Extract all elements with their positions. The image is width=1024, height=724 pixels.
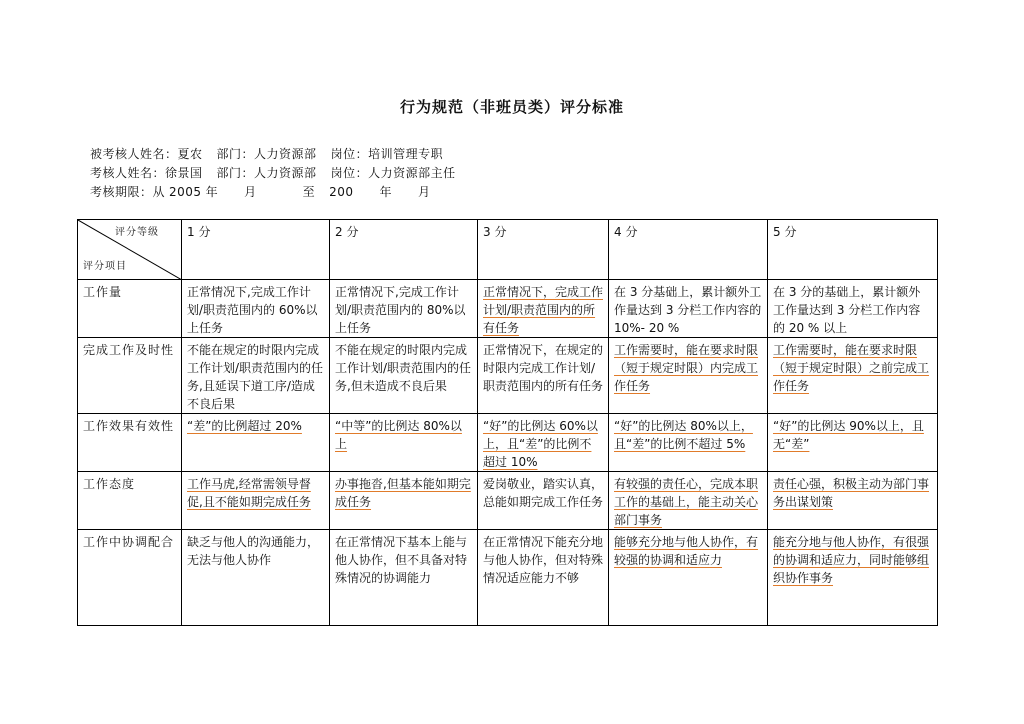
period-start-month: 月: [244, 185, 257, 199]
table-cell: [768, 472, 938, 530]
table-cell: 不能在规定的时限内完成工作计划/职责范围内的任务,且延误下道工序/造成不良后果: [182, 338, 330, 414]
row-label-effectiveness: 工作效果有效性: [78, 414, 182, 472]
table-cell: [478, 414, 609, 472]
corner-grade-label: 评分等级: [115, 227, 159, 238]
table-cell: 在 3 分基础上，累计额外工作量达到 3 分栏工作内容的 10%- 20 %: [609, 280, 768, 338]
period-start-year: 2005: [169, 185, 202, 199]
table-cell: 正常情况下,完成工作计划/职责范围内的 80%以上任务: [330, 280, 478, 338]
table-cell: [609, 338, 768, 414]
evaluator-dept: 人力资源部: [254, 166, 317, 180]
table-cell: [182, 414, 330, 472]
corner-item-label: 评分项目: [83, 261, 127, 272]
period-end-year: 200: [329, 185, 354, 199]
cell-text: 能够充分地与他人协作，有较强的协调和适应力: [614, 535, 759, 567]
table-cell: [330, 472, 478, 530]
evaluator-dept-label: 部门：: [216, 166, 255, 180]
cell-text: “好”的比例达 60%以上，且“差”的比例不超过 10%: [483, 419, 598, 469]
table-row: [78, 280, 938, 338]
evaluatee-post: 培训管理专职: [368, 147, 444, 161]
table-cell: [609, 414, 768, 472]
header-score-3: 3 分: [478, 220, 609, 280]
period-label: 考核期限：从: [90, 185, 166, 199]
table-cell: [768, 338, 938, 414]
table-cell: [609, 530, 768, 626]
cell-text: 责任心强，积极主动为部门事务出谋划策: [773, 477, 930, 509]
header-score-4: 4 分: [609, 220, 768, 280]
row-label-timeliness: 完成工作及时性: [78, 338, 182, 414]
cell-text: 办事拖沓,但基本能如期完成任务: [335, 477, 471, 509]
table-cell: [768, 530, 938, 626]
evaluator-post-label: 岗位：: [330, 166, 369, 180]
table-row: [78, 530, 938, 626]
row-label-workload: 工作量: [78, 280, 182, 338]
scoring-table: [77, 219, 938, 626]
cell-text: “好”的比例达 90%以上，且无“差”: [773, 419, 924, 451]
cell-text: “好”的比例达 80%以上，且“差”的比例不超过 5%: [614, 419, 753, 451]
table-cell: [768, 414, 938, 472]
evaluator-name-label: 考核人姓名：: [90, 166, 166, 180]
header-row: [78, 220, 938, 280]
table-cell: [478, 280, 609, 338]
corner-cell: [78, 220, 182, 280]
period-info-line: [90, 183, 431, 200]
header-score-1: 1 分: [182, 220, 330, 280]
cell-text: 正常情况下，完成工作计划/职责范围内的所有任务: [483, 285, 604, 335]
page-title: 行为规范（非班员类）评分标准: [399, 98, 624, 116]
table-cell: [330, 414, 478, 472]
cell-text: 能充分地与他人协作，有很强的协调和适应力，同时能够组织协作事务: [773, 535, 930, 585]
period-end-month: 月: [418, 185, 431, 199]
evaluatee-dept-label: 部门：: [216, 147, 255, 161]
evaluator-info-line: [90, 164, 456, 181]
evaluatee-dept: 人力资源部: [254, 147, 317, 161]
period-to: 至: [302, 185, 316, 199]
cell-text: 工作需要时，能在要求时限（短于规定时限）之前完成工作任务: [773, 343, 930, 393]
table-cell: 爱岗敬业，踏实认真，总能如期完成工作任务: [478, 472, 609, 530]
cell-text: 有较强的责任心，完成本职工作的基础上，能主动关心部门事务: [614, 477, 759, 527]
evaluatee-info-line: [90, 145, 443, 162]
header-score-2: 2 分: [330, 220, 478, 280]
evaluatee-post-label: 岗位：: [330, 147, 369, 161]
table-cell: [182, 472, 330, 530]
table-cell: 正常情况下，在规定的时限内完成工作计划/职责范围内的所有任务: [478, 338, 609, 414]
table-cell: 正常情况下,完成工作计划/职责范围内的 60%以上任务: [182, 280, 330, 338]
cell-text: “中等”的比例达 80%以上: [335, 419, 462, 451]
cell-text: “差”的比例超过 20%: [187, 419, 302, 433]
evaluatee-name: 夏农: [177, 147, 203, 161]
evaluatee-name-label: 被考核人姓名：: [90, 147, 178, 161]
cell-text: 工作马虎,经常需领导督促,且不能如期完成任务: [187, 477, 311, 509]
table-row: [78, 472, 938, 530]
period-start-nian: 年: [205, 185, 219, 199]
header-score-5: 5 分: [768, 220, 938, 280]
row-label-coordination: 工作中协调配合: [78, 530, 182, 626]
table-cell: 在 3 分的基础上，累计额外工作量达到 3 分栏工作内容的 20 % 以上: [768, 280, 938, 338]
table-cell: 缺乏与他人的沟通能力，无法与他人协作: [182, 530, 330, 626]
table-cell: [609, 472, 768, 530]
period-end-nian: 年: [379, 185, 393, 199]
row-label-attitude: 工作态度: [78, 472, 182, 530]
table-row: [78, 338, 938, 414]
table-row: [78, 414, 938, 472]
cell-text: 工作需要时，能在要求时限（短于规定时限）内完成工作任务: [614, 343, 759, 393]
table-cell: 在正常情况下能充分地与他人协作，但对特殊情况适应能力不够: [478, 530, 609, 626]
evaluator-name: 徐景国: [165, 166, 203, 180]
table-cell: 不能在规定的时限内完成工作计划/职责范围内的任务,但未造成不良后果: [330, 338, 478, 414]
table-cell: 在正常情况下基本上能与他人协作，但不具备对特殊情况的协调能力: [330, 530, 478, 626]
evaluator-post: 人力资源部主任: [368, 166, 456, 180]
